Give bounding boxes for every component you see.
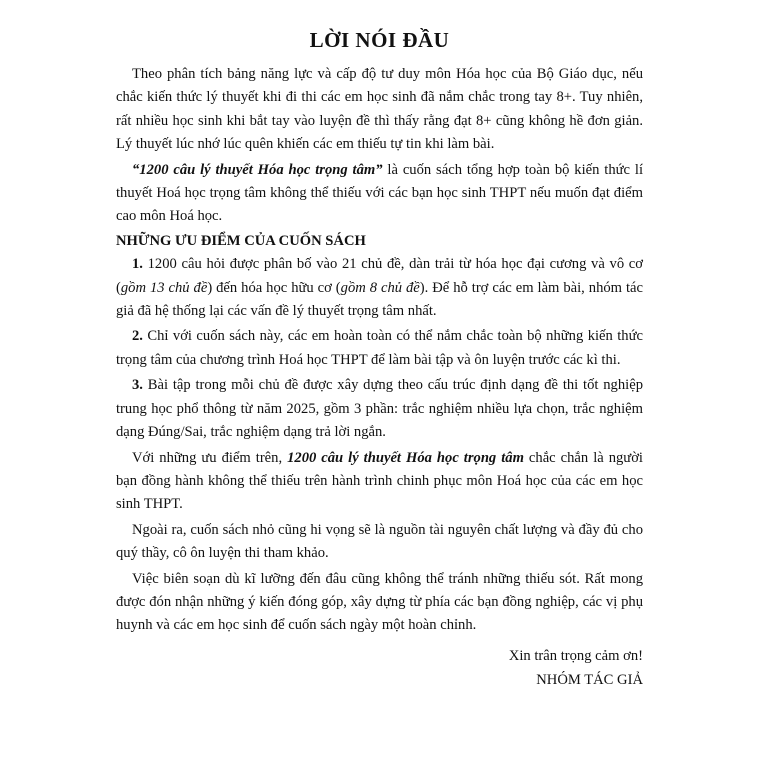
- book-title-emphasis: “1200 câu lý thuyết Hóa học trọng tâm”: [132, 161, 383, 178]
- intro-paragraph-1: Theo phân tích bảng năng lực và cấp độ tư duy môn Hóa học của Bộ Giáo dục, nếu chắc kiến thức lý thuyết khi đi thi các em học sinh đã nắm chắc trong tay 8+. Tuy nhiên, rất nhiều học sinh khi bắt tay vào luyện đề thì thấy rằng đạt 8+ cũng không hề đơn giản. Lý thuyết lúc nhớ lúc quên khiến các em thiếu tự tin khi làm bài.: [116, 66, 643, 153]
- intro-paragraph-2-text: là cuốn sách tổng hợp toàn bộ kiến thức lí thuyết Hoá học trọng tâm không thể thiếu với các bạn học sinh THPT nếu muốn đạt điểm cao môn Hoá học.: [116, 161, 644, 225]
- point-2: [116, 325, 643, 372]
- thanks-line: Xin trân trọng cảm ơn!: [508, 647, 643, 664]
- point-1-italic-2: gồm 8 chủ đề: [340, 279, 420, 296]
- point-3-text: Bài tập trong mỗi chủ đề được xây dựng theo cấu trúc định dạng đề thi tốt nghiệp trung học phổ thông từ năm 2025, gồm 3 phần: trắc nghiệm nhiều lựa chọn, trắc nghiệm dạng Đúng/Sai, trắc nghiệm dạng trả lời ngắn.: [116, 377, 643, 441]
- point-1-text-b: ) đến hóa học hữu cơ (: [207, 279, 341, 296]
- page-title: LỜI NÓI ĐẦU: [309, 28, 450, 52]
- point-1-number: 1.: [132, 256, 143, 273]
- intro-paragraph-2: [116, 159, 643, 229]
- point-1-italic-1: gồm 13 chủ đề: [120, 279, 208, 296]
- point-3-number: 3.: [132, 377, 143, 394]
- closing-paragraph-3: Việc biên soạn dù kĩ lưỡng đến đâu cũng không thể tránh những thiếu sót. Rất mong được đón nhận những ý kiến đóng góp, xây dựng từ phía các bạn đồng nghiệp, các vị phụ huynh và các em học sinh để cuốn sách ngày một hoàn chỉnh.: [116, 570, 643, 634]
- closing-book-title: 1200 câu lý thuyết Hóa học trọng tâm: [287, 449, 524, 466]
- closing-paragraph-1: [116, 447, 643, 517]
- point-1-text-c: ). Để hỗ trợ các em làm bài, nhóm tác giả đã hệ thống lại các vấn đề lý thuyết trọng tâm nhất.: [116, 279, 643, 320]
- author-signature: NHÓM TÁC GIẢ: [536, 671, 643, 688]
- point-3: [116, 374, 643, 444]
- section-heading: NHỮNG ƯU ĐIỂM CỦA CUỐN SÁCH: [116, 232, 366, 249]
- closing-paragraph-1-text-b: chắc chắn là người bạn đồng hành không thể thiếu trên hành trình chinh phục môn Hoá học của các em học sinh THPT.: [116, 449, 643, 513]
- point-1-text-a: 1200 câu hỏi được phân bố vào 21 chủ đề, dàn trải từ hóa học đại cương và vô cơ (: [116, 256, 643, 296]
- point-2-text: Chỉ với cuốn sách này, các em hoàn toàn có thể nắm chắc toàn bộ những kiến thức trọng tâm của chương trình Hoá học THPT để làm bài tập và ôn luyện trước các kì thi.: [116, 328, 643, 368]
- point-1: [116, 253, 643, 323]
- closing-paragraph-1-text-a: Với những ưu điểm trên,: [132, 449, 288, 466]
- point-2-number: 2.: [132, 328, 143, 345]
- closing-paragraph-2: Ngoài ra, cuốn sách nhỏ cũng hi vọng sẽ là nguồn tài nguyên chất lượng và đầy đủ cho quý thầy, cô ôn luyện thi tham khảo.: [116, 521, 643, 562]
